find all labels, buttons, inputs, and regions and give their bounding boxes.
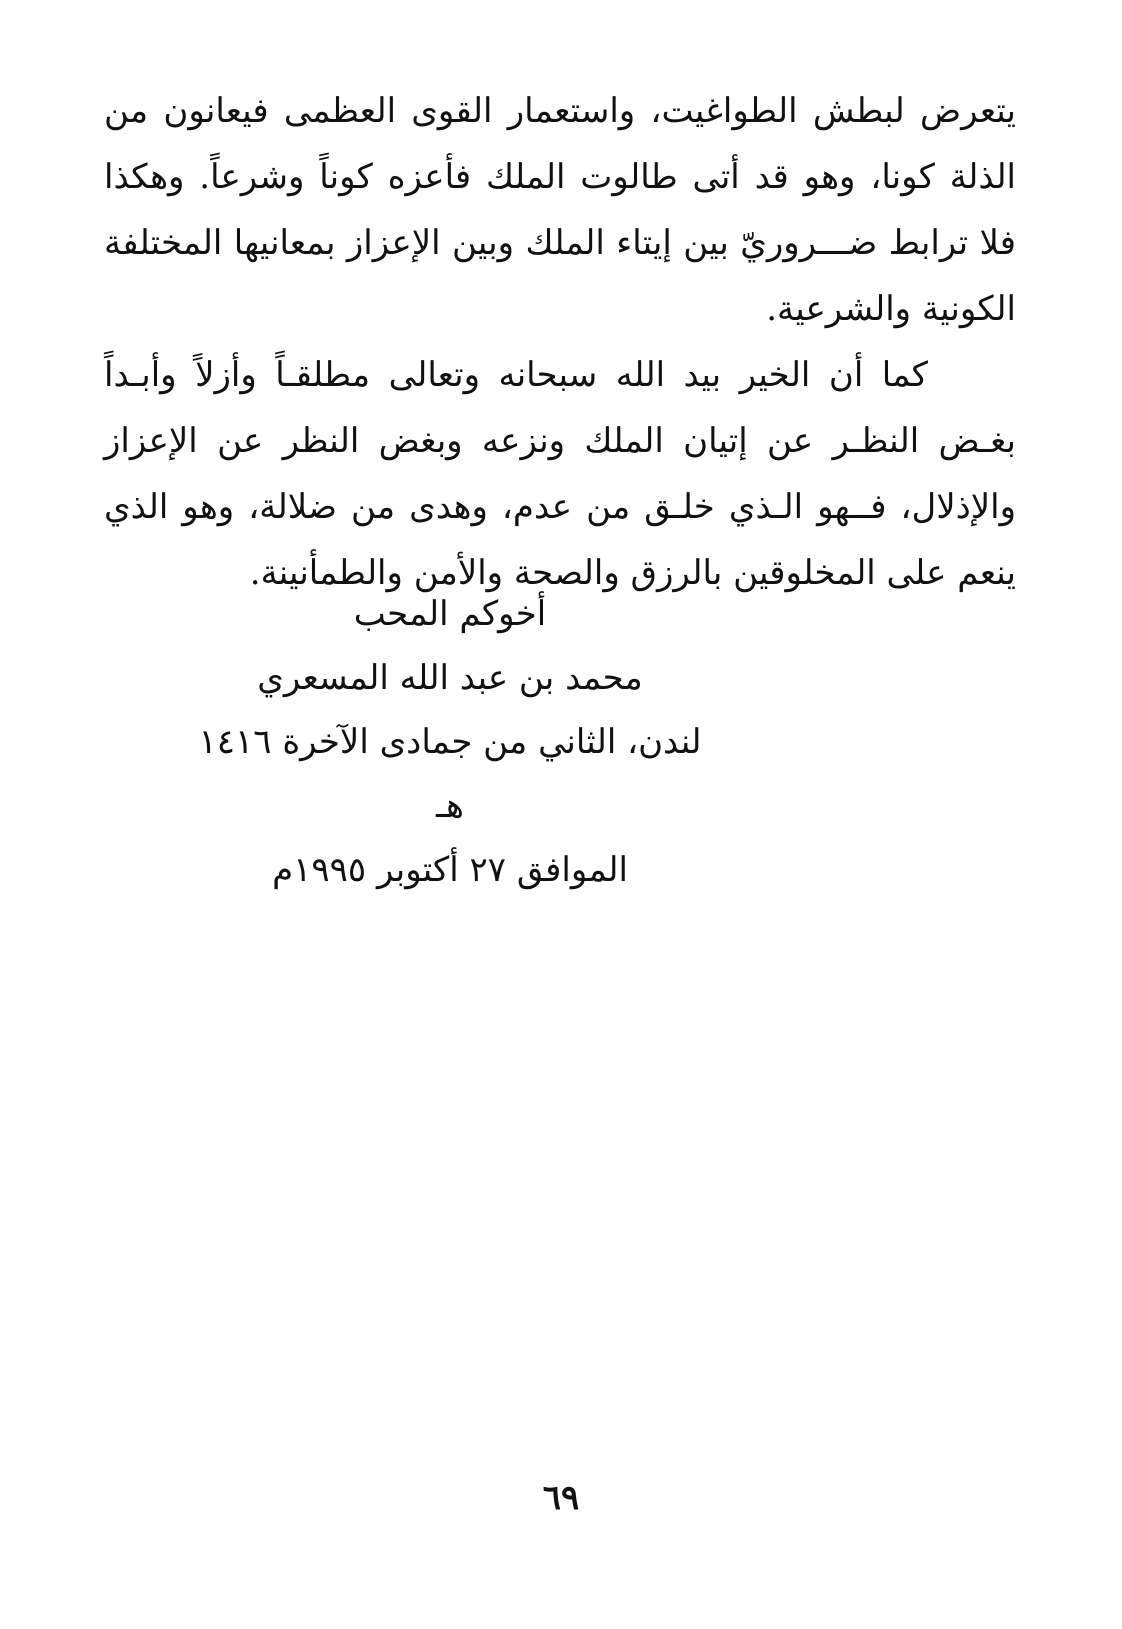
signature-name: محمد بن عبد الله المسعري [257, 658, 643, 698]
signature-date-gregorian: الموافق ٢٧ أكتوبر ١٩٩٥م [272, 850, 628, 890]
page-number: ٦٩ [542, 1478, 580, 1518]
body-text [104, 78, 1016, 606]
signature-closing: أخوكم المحب [353, 594, 547, 634]
signature-place-date-hijri: لندن، الثاني من جمادى الآخرة ١٤١٦ هـ [198, 722, 702, 826]
signature-block [180, 582, 720, 902]
paragraph-2: كما أن الخير بيد الله سبحانه وتعالى مطلقـاً وأزلاً وأبـداً بغـض النظـر عن إتيان الملك ونزعه وبغض النظر عن الإعزاز والإذلال، فــهو الـذي خلـق من عدم، وهدى من ضلالة، وهو الذي ينعم على المخلوقين بالرزق والصحة والأمن والطمأنينة. [104, 355, 1016, 593]
paragraph-1: يتعرض لبطش الطواغيت، واستعمار القوى العظمى فيعانون من الذلة كونا، وهو قد أتى طالوت الملك فأعزه كوناً وشرعاً. وهكذا فلا ترابط ضـــروريّ بين إيتاء الملك وبين الإعزاز بمعانيها المختلفة الكونية والشرعية. [104, 91, 1016, 329]
